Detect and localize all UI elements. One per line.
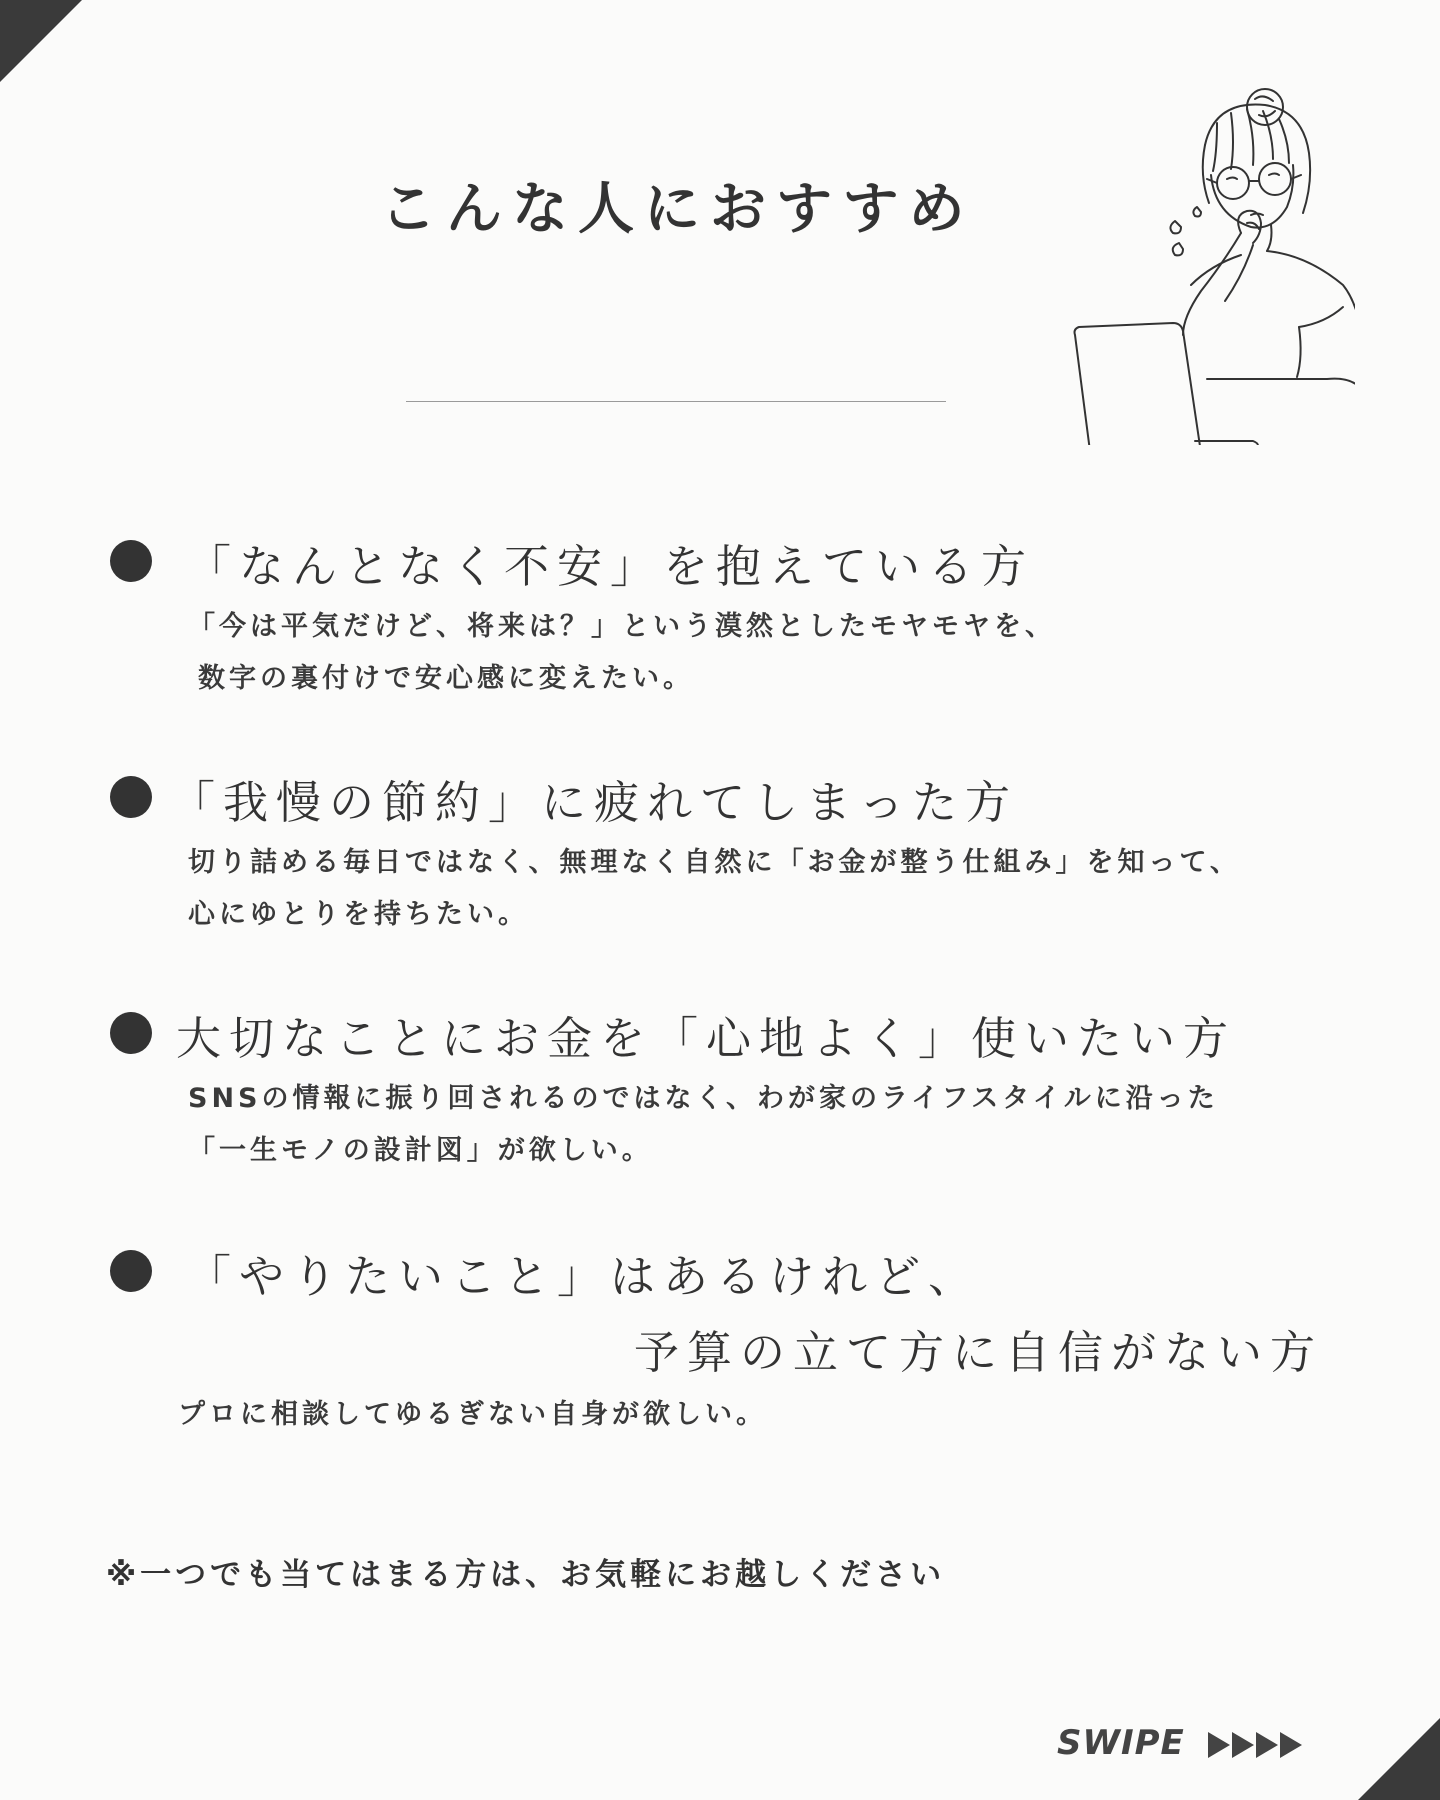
page-title: こんな人におすすめ	[380, 177, 975, 242]
footer-note: ※一つでも当てはまる方は、お気軽にお越しください	[106, 1557, 946, 1593]
recommend-description-line: SNSの情報に振り回されるのではなく、わが家のライフスタイルに沿った	[188, 1083, 1219, 1114]
recommend-heading: 「なんとなく不安」を抱えている方	[186, 540, 1035, 593]
corner-decoration-top-left	[0, 0, 82, 82]
bullet-icon	[110, 776, 152, 818]
recommend-heading-continued: 予算の立て方に自信がない方	[634, 1326, 1324, 1379]
title-divider	[406, 401, 946, 402]
recommend-heading: 「我慢の節約」に疲れてしまった方	[170, 776, 1019, 829]
corner-decoration-bottom-right	[1358, 1718, 1440, 1800]
recommend-heading: 「やりたいこと」はあるけれど、	[186, 1250, 982, 1303]
recommend-description-line: 「一生モノの設計図」が欲しい。	[188, 1135, 653, 1166]
recommend-heading: 大切なことにお金を「心地よく」使いたい方	[176, 1012, 1237, 1065]
recommend-description-line: 数字の裏付けで安心感に変えたい。	[198, 663, 694, 694]
swipe-label: SWIPE	[1057, 1723, 1185, 1763]
recommend-description-line: 切り詰める毎日ではなく、無理なく自然に「お金が整う仕組み」を知って、	[188, 847, 1241, 878]
woman-thinking-laptop-illustration	[1055, 75, 1355, 445]
recommend-description-line: 「今は平気だけど、将来は？」という漠然としたモヤモヤを、	[188, 611, 1056, 642]
arrow-icon	[1208, 1732, 1230, 1758]
bullet-icon	[110, 1012, 152, 1054]
bullet-icon	[110, 540, 152, 582]
arrow-icon	[1256, 1732, 1278, 1758]
arrow-icon	[1232, 1732, 1254, 1758]
recommend-description-line: プロに相談してゆるぎない自身が欲しい。	[178, 1399, 767, 1430]
bullet-icon	[110, 1250, 152, 1292]
arrow-icon	[1280, 1732, 1302, 1758]
play-arrows-icon	[1208, 1732, 1302, 1758]
recommend-description-line: 心にゆとりを持ちたい。	[188, 899, 529, 930]
